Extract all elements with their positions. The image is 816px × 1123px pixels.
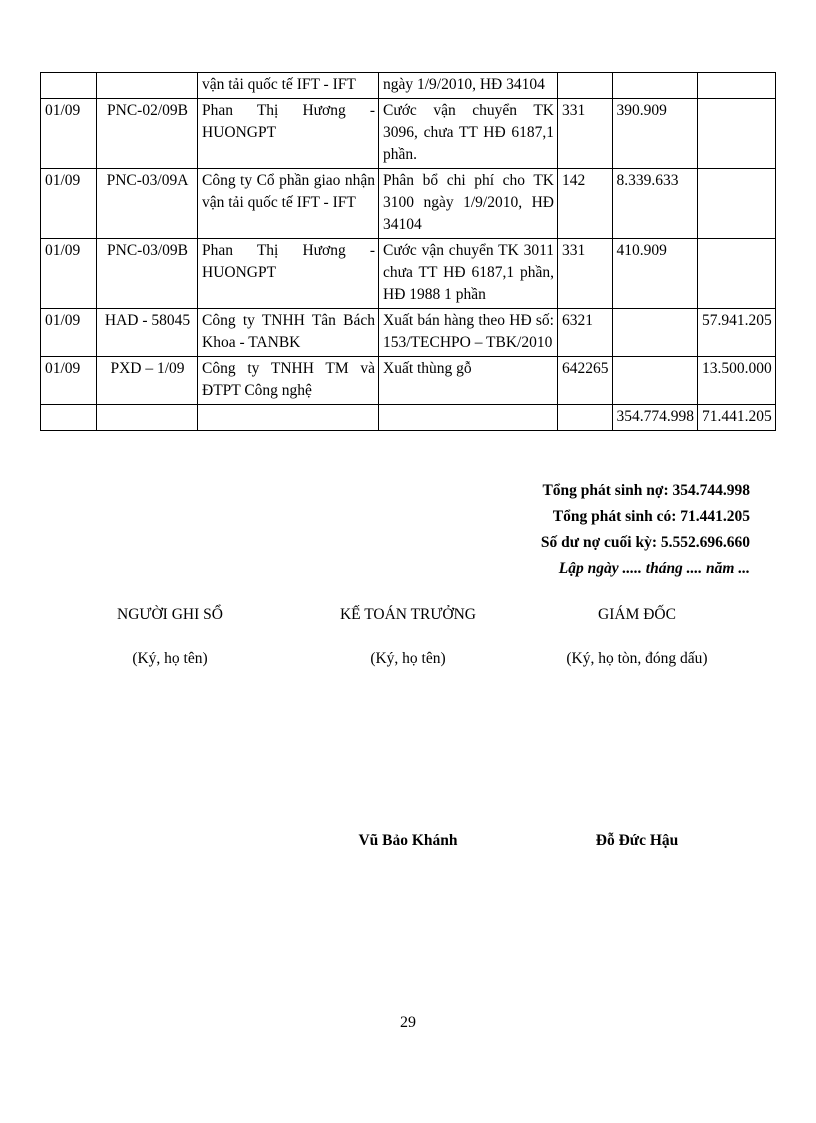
code-cell xyxy=(97,73,198,99)
party-cell: Phan Thị Hương - HUONGPT xyxy=(198,239,379,309)
party-cell: vận tải quốc tế IFT - IFT xyxy=(198,73,379,99)
total-credit-cell: 71.441.205 xyxy=(698,405,776,431)
party-cell: Công ty Cổ phần giao nhận vận tải quốc tế IFT - IFT xyxy=(198,169,379,239)
table-row xyxy=(41,169,776,239)
signature-chief-accountant xyxy=(318,606,498,866)
debit-cell: 8.339.633 xyxy=(612,169,698,239)
signature-name: Đỗ Đức Hậu xyxy=(595,832,679,849)
table-row xyxy=(41,239,776,309)
table-row xyxy=(41,99,776,169)
ledger-table xyxy=(40,72,776,431)
account-cell: 331 xyxy=(558,239,613,309)
credit-cell: 13.500.000 xyxy=(698,357,776,405)
total-credit-line: Tổng phát sinh có: 71.441.205 xyxy=(552,508,750,525)
account-cell: 142 xyxy=(558,169,613,239)
party-cell: Phan Thị Hương - HUONGPT xyxy=(198,99,379,169)
date-cell: 01/09 xyxy=(41,309,97,357)
date-line: Lập ngày ..... tháng .... năm ... xyxy=(558,560,750,577)
account-cell: 331 xyxy=(558,99,613,169)
code-cell: PXD – 1/09 xyxy=(97,357,198,405)
signature-title: GIÁM ĐỐC xyxy=(598,606,676,623)
code-cell: PNC-03/09B xyxy=(97,239,198,309)
totals-row xyxy=(41,405,776,431)
description-cell: Cước vận chuyển TK 3096, chưa TT HĐ 6187,1 phần. xyxy=(379,99,558,169)
credit-cell xyxy=(698,99,776,169)
credit-cell xyxy=(698,73,776,99)
date-cell: 01/09 xyxy=(41,357,97,405)
credit-cell: 57.941.205 xyxy=(698,309,776,357)
signature-title: KẾ TOÁN TRƯỞNG xyxy=(339,606,477,623)
table-row xyxy=(41,357,776,405)
code-cell: PNC-03/09A xyxy=(97,169,198,239)
signature-note: (Ký, họ tòn, đóng dấu) xyxy=(566,650,708,667)
total-debit-cell: 354.774.998 xyxy=(612,405,698,431)
signature-note: (Ký, họ tên) xyxy=(132,650,208,667)
date-cell: 01/09 xyxy=(41,99,97,169)
date-cell xyxy=(41,73,97,99)
party-cell: Công ty TNHH Tân Bách Khoa - TANBK xyxy=(198,309,379,357)
signature-director xyxy=(537,606,737,866)
signature-name: Vũ Bảo Khánh xyxy=(358,832,458,849)
ending-balance-line: Số dư nợ cuối kỳ: 5.552.696.660 xyxy=(540,534,750,551)
party-cell: Công ty TNHH TM và ĐTPT Công nghệ xyxy=(198,357,379,405)
description-cell: Xuất thùng gỗ xyxy=(379,357,558,405)
total-debit-line: Tổng phát sinh nợ: 354.744.998 xyxy=(542,482,750,499)
description-cell: Cước vận chuyển TK 3011 chưa TT HĐ 6187,1 phần, HĐ 1988 1 phần xyxy=(379,239,558,309)
date-cell: 01/09 xyxy=(41,239,97,309)
debit-cell xyxy=(612,73,698,99)
debit-cell xyxy=(612,357,698,405)
code-cell: HAD - 58045 xyxy=(97,309,198,357)
table-row xyxy=(41,73,776,99)
signature-note: (Ký, họ tên) xyxy=(370,650,446,667)
debit-cell: 410.909 xyxy=(612,239,698,309)
table-row xyxy=(41,309,776,357)
account-cell xyxy=(558,73,613,99)
page-number: 29 xyxy=(400,1014,416,1031)
description-cell: Phân bổ chi phí cho TK 3100 ngày 1/9/2010, HĐ 34104 xyxy=(379,169,558,239)
credit-cell xyxy=(698,169,776,239)
description-cell: Xuất bán hàng theo HĐ số: 153/TECHPO – TBK/2010 xyxy=(379,309,558,357)
credit-cell xyxy=(698,239,776,309)
code-cell: PNC-02/09B xyxy=(97,99,198,169)
description-cell: ngày 1/9/2010, HĐ 34104 xyxy=(379,73,558,99)
summary-block xyxy=(541,478,750,582)
signature-bookkeeper xyxy=(95,606,245,866)
date-cell: 01/09 xyxy=(41,169,97,239)
account-cell: 642265 xyxy=(558,357,613,405)
account-cell: 6321 xyxy=(558,309,613,357)
signature-title: NGƯỜI GHI SỔ xyxy=(117,606,223,623)
debit-cell: 390.909 xyxy=(612,99,698,169)
debit-cell xyxy=(612,309,698,357)
